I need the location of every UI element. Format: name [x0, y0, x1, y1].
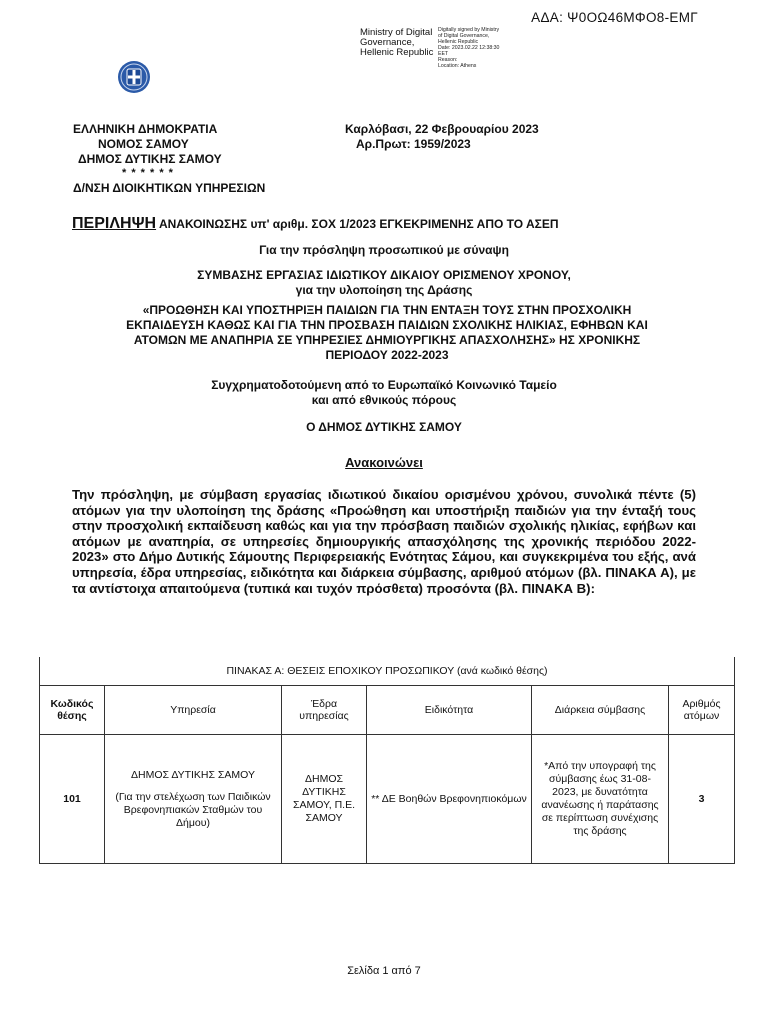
header-prefecture: ΝΟΜΟΣ ΣΑΜΟΥ — [98, 137, 189, 151]
title-rest: ΑΝΑΚΟΙΝΩΣΗΣ υπ' αριθμ. ΣΟΧ 1/2023 ΕΓΚΕΚΡΙΜΕΝΗΣ ΑΠΟ ΤΟ ΑΣΕΠ — [156, 217, 559, 231]
col-header-count: Αριθμός ατόμων — [669, 686, 735, 735]
issuer: Ο ΔΗΜΟΣ ΔΥΤΙΚΗΣ ΣΑΜΟΥ — [306, 420, 462, 434]
col-header-seat: Έδρα υπηρεσίας — [282, 686, 367, 735]
cell-duration: *Από την υπογραφή της σύμβασης έως 31-08-2023, με δυνατότητα ανανέωσης ή παράτασης σε περίπτωση συνέχισης της δράσης — [532, 735, 669, 864]
subtitle-hiring: Για την πρόσληψη προσωπικού με σύναψη — [259, 243, 509, 257]
digital-signature-org: Ministry of Digital Governance, Hellenic Republic — [360, 27, 434, 58]
header-stars: * * * * * * — [122, 167, 174, 179]
col-header-service: Υπηρεσία — [105, 686, 282, 735]
cell-count: 3 — [669, 735, 735, 864]
title-summary: ΠΕΡΙΛΗΨΗ — [72, 215, 157, 232]
announces-heading: Ανακοινώνει — [345, 455, 423, 470]
col-header-duration: Διάρκεια σύμβασης — [532, 686, 669, 735]
table-row — [40, 735, 735, 864]
greek-emblem-icon — [117, 60, 151, 94]
col-header-code: Κωδικός θέσης — [40, 686, 105, 735]
table-title: ΠΙΝΑΚΑΣ Α: ΘΕΣΕΙΣ ΕΠΟΧΙΚΟΥ ΠΡΟΣΩΠΙΚΟΥ (ανά κωδικό θέσης) — [40, 657, 735, 686]
body-paragraph: Την πρόσληψη, με σύμβαση εργασίας ιδιωτικού δικαίου ορισμένου χρόνου, συνολικά πέντε (5) ατόμων για την υλοποίηση της δράσης «Προώθηση και υποστήριξη παιδιών για την ένταξή τους στην προσχολική εκπαίδευση καθώς και για την πρόσβαση παιδιών σχολικής ηλικίας, εφήβων και ατόμων με αναπηρία, σε υπηρεσίες δημιουργικής απασχόλησης της χρονικής περιόδου 2022-2023» στο Δήμο Δυτικής Σάμουτης Περιφερειακής Ενότητας Σάμου, και συγκεκριμένα του εξής, ανά υπηρεσία, έδρα υπηρεσίας, ειδικότητα και διάρκεια σύμβασης, αριθμού ατόμων (βλ. ΠΙΝΑΚΑ Α), με τα αντίστοιχα απαιτούμενα (τυπικά και τυχόν πρόσθετα) προσόντα (βλ. ΠΙΝΑΚΑ Β): — [72, 487, 696, 596]
service-name: ΔΗΜΟΣ ΔΥΤΙΚΗΣ ΣΑΜΟΥ — [131, 768, 255, 781]
cell-specialty: ** ΔΕ Βοηθών Βρεφονηπιοκόμων — [367, 735, 532, 864]
cell-service — [105, 735, 282, 864]
funding-note: Συγχρηματοδοτούμενη από το Ευρωπαϊκό Κοινωνικό Ταμείο και από εθνικούς πόρους — [211, 378, 557, 407]
cell-seat: ΔΗΜΟΣ ΔΥΤΙΚΗΣ ΣΑΜΟΥ, Π.Ε. ΣΑΜΟΥ — [282, 735, 367, 864]
document-title — [72, 215, 692, 233]
col-header-specialty: Ειδικότητα — [367, 686, 532, 735]
header-republic: ΕΛΛΗΝΙΚΗ ΔΗΜΟΚΡΑΤΙΑ — [73, 122, 218, 136]
action-title: «ΠΡΟΩΘΗΣΗ ΚΑΙ ΥΠΟΣΤΗΡΙΞΗ ΠΑΙΔΙΩΝ ΓΙΑ ΤΗΝ ΕΝΤΑΞΗ ΤΟΥΣ ΣΤΗΝ ΠΡΟΣΧΟΛΙΚΗ ΕΚΠΑΙΔΕΥΣΗ ΚΑΘΩΣ ΚΑΙ ΓΙΑ ΤΗΝ ΠΡΟΣΒΑΣΗ ΠΑΙΔΙΩΝ ΣΧΟΛΙΚΗΣ ΗΛΙΚΙΑΣ, ΕΦΗΒΩΝ ΚΑΙ ΑΤΟΜΩΝ ΜΕ ΑΝΑΠΗΡΙΑ ΣΕ ΥΠΗΡΕΣΙΕΣ ΔΗΜΙΟΥΡΓΙΚΗΣ ΑΠΑΣΧΟΛΗΣΗΣ» ΗΣ ΧΡΟΝΙΚΗΣ ΠΕΡΙΟΔΟΥ 2022-2023 — [126, 303, 648, 362]
positions-table — [39, 657, 735, 864]
digital-signature-details: Digitally signed by Ministry of Digital Governance, Hellenic Republic Date: 2023.02.22 12:38:30 EET Reason: Location: Athens — [438, 27, 500, 69]
place-date: Καρλόβασι, 22 Φεβρουαρίου 2023 — [345, 122, 539, 136]
subtitle-contract: ΣΥΜΒΑΣΗΣ ΕΡΓΑΣΙΑΣ ΙΔΙΩΤΙΚΟΥ ΔΙΚΑΙΟΥ ΟΡΙΣΜΕΝΟΥ ΧΡΟΝΟΥ, για την υλοποίηση της Δράσης — [197, 268, 571, 297]
header-directorate: Δ/ΝΣΗ ΔΙΟΙΚΗΤΙΚΩΝ ΥΠΗΡΕΣΙΩΝ — [73, 181, 266, 195]
page-number: Σελίδα 1 από 7 — [347, 965, 421, 977]
header-municipality: ΔΗΜΟΣ ΔΥΤΙΚΗΣ ΣΑΜΟΥ — [78, 152, 222, 166]
protocol-number: Αρ.Πρωτ: 1959/2023 — [356, 137, 471, 151]
ada-code: ΑΔΑ: Ψ0ΟΩ46ΜΦΟ8-ΕΜΓ — [531, 10, 698, 25]
cell-code: 101 — [40, 735, 105, 864]
service-note: (Για την στελέχωση των Παιδικών Βρεφονηπιακών Σταθμών του Δήμου) — [115, 790, 271, 829]
